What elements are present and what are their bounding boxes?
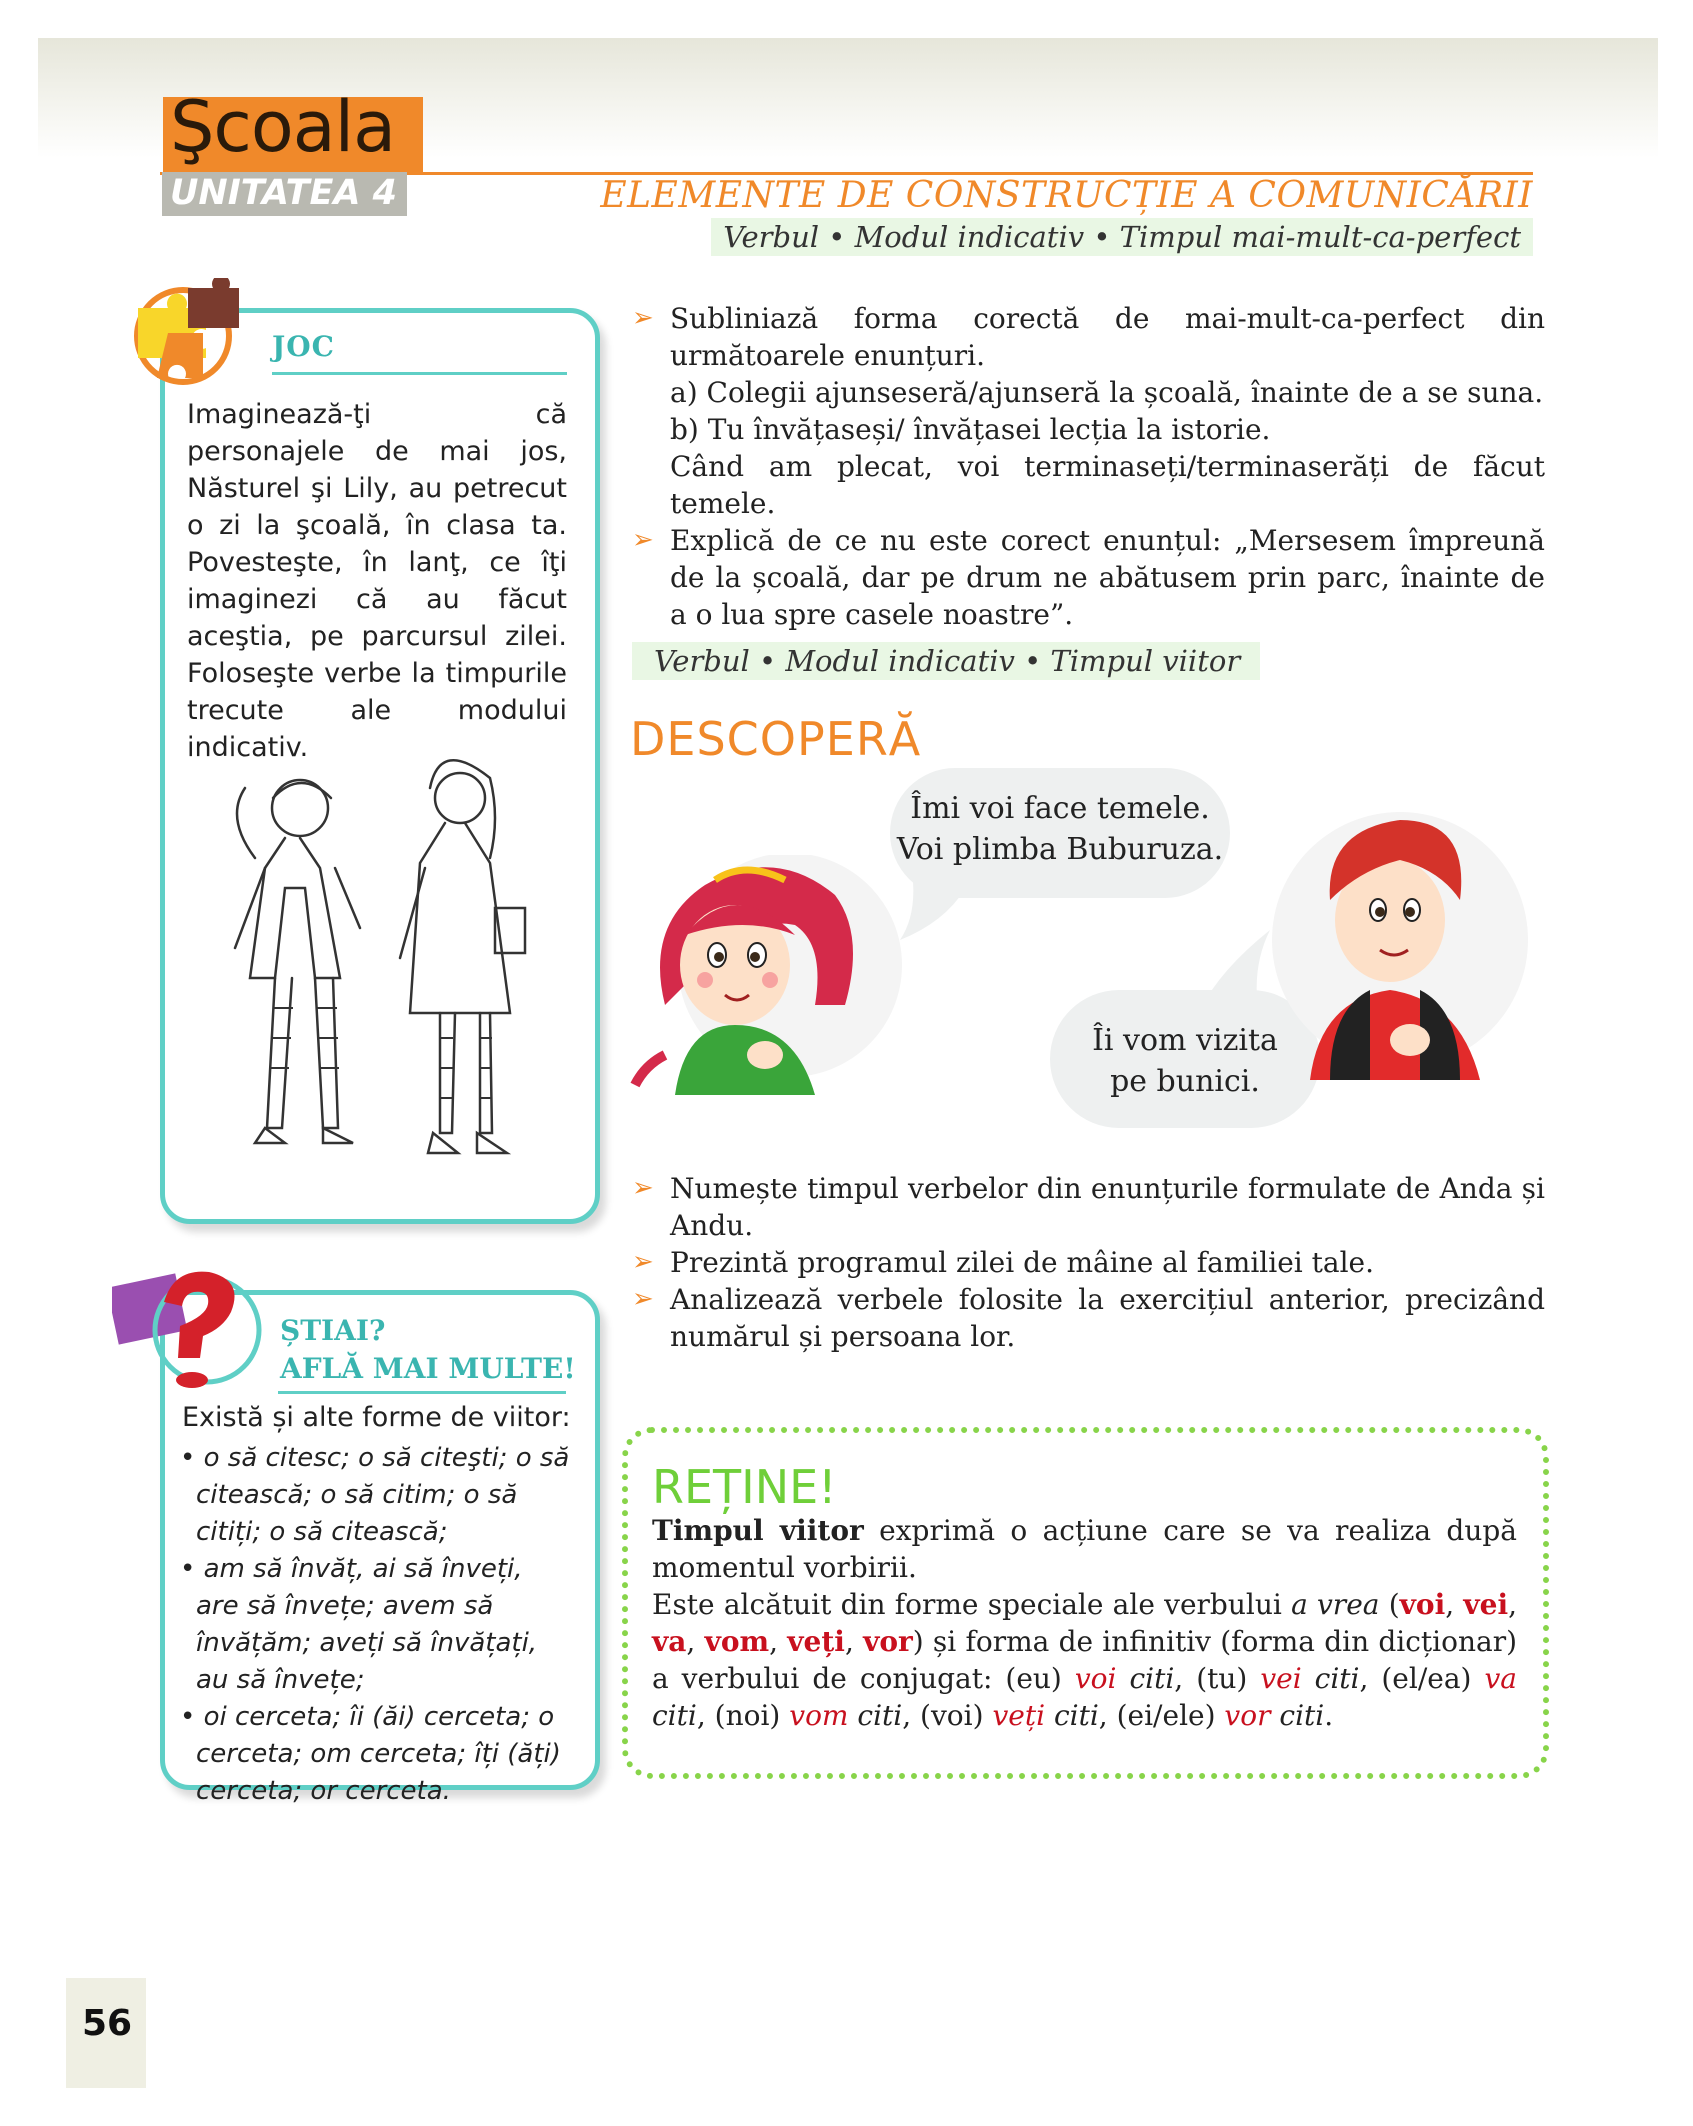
exercise-sentence-c: Când am plecat, voi terminaseți/terminaserăți de făcut temele.	[670, 450, 1545, 520]
form-vei: vei	[1463, 1588, 1509, 1621]
exercise-item	[630, 1244, 1545, 1281]
descopera-heading: DESCOPERĂ	[630, 712, 922, 766]
text-span: ,	[1445, 1588, 1464, 1621]
exercise-item	[630, 1281, 1545, 1355]
stiai-title	[280, 1312, 576, 1388]
form-veti: veți	[787, 1625, 845, 1658]
exercise-sentence-b: b) Tu învățaseși/ învățasei lecția la istorie.	[670, 413, 1271, 446]
list-item: • oi cerceta; îi (ăi) cerceta; o cerceta; om cerceta; îți (ăți) cerceta; or cerceta.	[180, 1702, 561, 1806]
exercises-mai-mult-ca-perfect	[630, 300, 1545, 633]
retine-text	[652, 1512, 1517, 1734]
retine-definition	[652, 1512, 1517, 1586]
form-veti: veți	[992, 1699, 1046, 1732]
arrow-bullet-icon: ➢	[632, 303, 654, 333]
section-title: ELEMENTE DE CONSTRUCȚIE A COMUNICĂRII	[600, 172, 1533, 216]
form-voi: voi	[1399, 1588, 1446, 1621]
joc-text: Imaginează-ţi că personajele de mai jos, Năsturel şi Lily, au petrecut o zi la şcoală, în clasa ta. Povesteşte, în lanţ, ce îţi imaginezi că au făcut aceştia, pe parcursul zilei. Foloseşte verbe la timpurile trecute ale modului indicativ.	[187, 399, 567, 763]
speech-line: Îi vom vizita	[1092, 1023, 1278, 1058]
speech-bubble-tail	[900, 860, 980, 940]
text-span: (voi)	[920, 1699, 993, 1732]
text-span: ) și forma de infinitiv (forma din dicționar) a verbului de conjugat:	[652, 1625, 1517, 1695]
exercise-item	[630, 522, 1545, 633]
joc-divider	[272, 372, 567, 375]
form-voi: voi	[1074, 1662, 1117, 1695]
joc-title: JOC	[272, 330, 335, 363]
girl-anda-illustration	[625, 855, 905, 1095]
exercise-item	[630, 300, 1545, 522]
text-span: ,	[1359, 1662, 1382, 1695]
text-span: ,	[686, 1625, 705, 1658]
text-span: ,	[1098, 1699, 1117, 1732]
form-vom: vom	[789, 1699, 849, 1732]
form-va: va	[1484, 1662, 1517, 1695]
form-va: va	[652, 1625, 687, 1658]
text-span: (	[1379, 1588, 1400, 1621]
page-number: 56	[82, 2003, 133, 2044]
text-span: citi	[1270, 1699, 1325, 1732]
speech-line: pe bunici.	[1110, 1064, 1260, 1099]
text-span: citi	[1116, 1662, 1175, 1695]
text-span: ,	[696, 1699, 715, 1732]
text-span: (eu)	[1005, 1662, 1075, 1695]
text-span: ,	[1508, 1588, 1518, 1621]
unit-label: UNITATEA 4	[162, 172, 407, 216]
form-vei: vei	[1260, 1662, 1302, 1695]
form-vor: vor	[1224, 1699, 1271, 1732]
exercise-text: Subliniază forma corectă de mai-mult-ca-perfect din următoarele enunțuri.	[670, 302, 1545, 372]
exercise-item	[630, 1170, 1545, 1244]
text-span: ,	[769, 1625, 788, 1658]
speech-line: Îmi voi face temele.	[910, 791, 1210, 826]
text-span: (ei/ele)	[1116, 1699, 1225, 1732]
text-span: (tu)	[1196, 1662, 1261, 1695]
text-span: (noi)	[714, 1699, 790, 1732]
arrow-bullet-icon: ➢	[632, 525, 654, 555]
retine-title: REȚINE!	[652, 1460, 837, 1514]
text-span: citi	[1045, 1699, 1099, 1732]
list-item: • o să citesc; o să citeşti; o să citească; o să citim; o să citiți; o să citească;	[180, 1443, 570, 1547]
stiai-divider	[278, 1391, 566, 1394]
text-span: ,	[902, 1699, 921, 1732]
text-span: .	[1324, 1699, 1334, 1732]
text-span: ,	[1174, 1662, 1197, 1695]
exercise-text: Explică de ce nu este corect enunțul: „Mersesem împreună de la școală, dar pe drum ne abătusem prin parc, înainte de a o lua spre casele noastre”.	[670, 524, 1545, 631]
puzzle-icon	[128, 278, 246, 386]
boy-andu-illustration	[1270, 800, 1540, 1080]
arrow-bullet-icon: ➢	[632, 1284, 654, 1314]
text-span: citi	[652, 1699, 697, 1732]
retine-formation	[652, 1586, 1517, 1734]
question-mark-icon	[112, 1262, 262, 1392]
exercise-text: Analizează verbele folosite la exercițiul anterior, precizând numărul și persoana lor.	[670, 1283, 1545, 1353]
verb-a-vrea: a vrea	[1291, 1588, 1380, 1621]
lesson-subtitle: Verbul • Modul indicativ • Timpul mai-mult-ca-perfect	[711, 218, 1533, 256]
form-vor: vor	[863, 1625, 913, 1658]
speech-bubble-girl-text	[890, 788, 1230, 870]
list-item: • am să învăț, ai să înveți, are să învețe; avem să învățăm; aveți să învățați, au să învețe;	[180, 1554, 538, 1695]
retine-def: exprimă o acțiune care se va realiza după momentul vorbirii.	[652, 1514, 1517, 1584]
exercise-text: Prezintă programul zilei de mâine al familiei tale.	[670, 1246, 1374, 1279]
exercise-sentence-a: a) Colegii ajunseseră/ajunseră la școală, înainte de a se suna.	[670, 376, 1544, 409]
text-span: (el/ea)	[1381, 1662, 1485, 1695]
exercise-text: Numește timpul verbelor din enunțurile formulate de Anda și Andu.	[670, 1172, 1545, 1242]
arrow-bullet-icon: ➢	[632, 1247, 654, 1277]
exercises-viitor	[630, 1170, 1545, 1355]
stiai-title-line1: ȘTIAI?	[280, 1314, 386, 1347]
stiai-list	[178, 1440, 570, 1810]
characters-illustration	[205, 748, 565, 1168]
stiai-intro: Există și alte forme de viitor:	[182, 1402, 571, 1433]
stiai-title-line2: AFLĂ MAI MULTE!	[280, 1352, 576, 1385]
text-span: Este alcătuit din forme speciale ale verbului	[652, 1588, 1292, 1621]
form-vom: vom	[704, 1625, 770, 1658]
text-span: ,	[844, 1625, 864, 1658]
speech-line: Voi plimba Buburuza.	[896, 832, 1224, 867]
subsection-title: Verbul • Modul indicativ • Timpul viitor	[632, 642, 1260, 680]
text-span: citi	[848, 1699, 903, 1732]
retine-term: Timpul viitor	[652, 1514, 864, 1547]
chapter-title: Şcoala	[170, 86, 395, 168]
arrow-bullet-icon: ➢	[632, 1173, 654, 1203]
text-span: citi	[1301, 1662, 1360, 1695]
